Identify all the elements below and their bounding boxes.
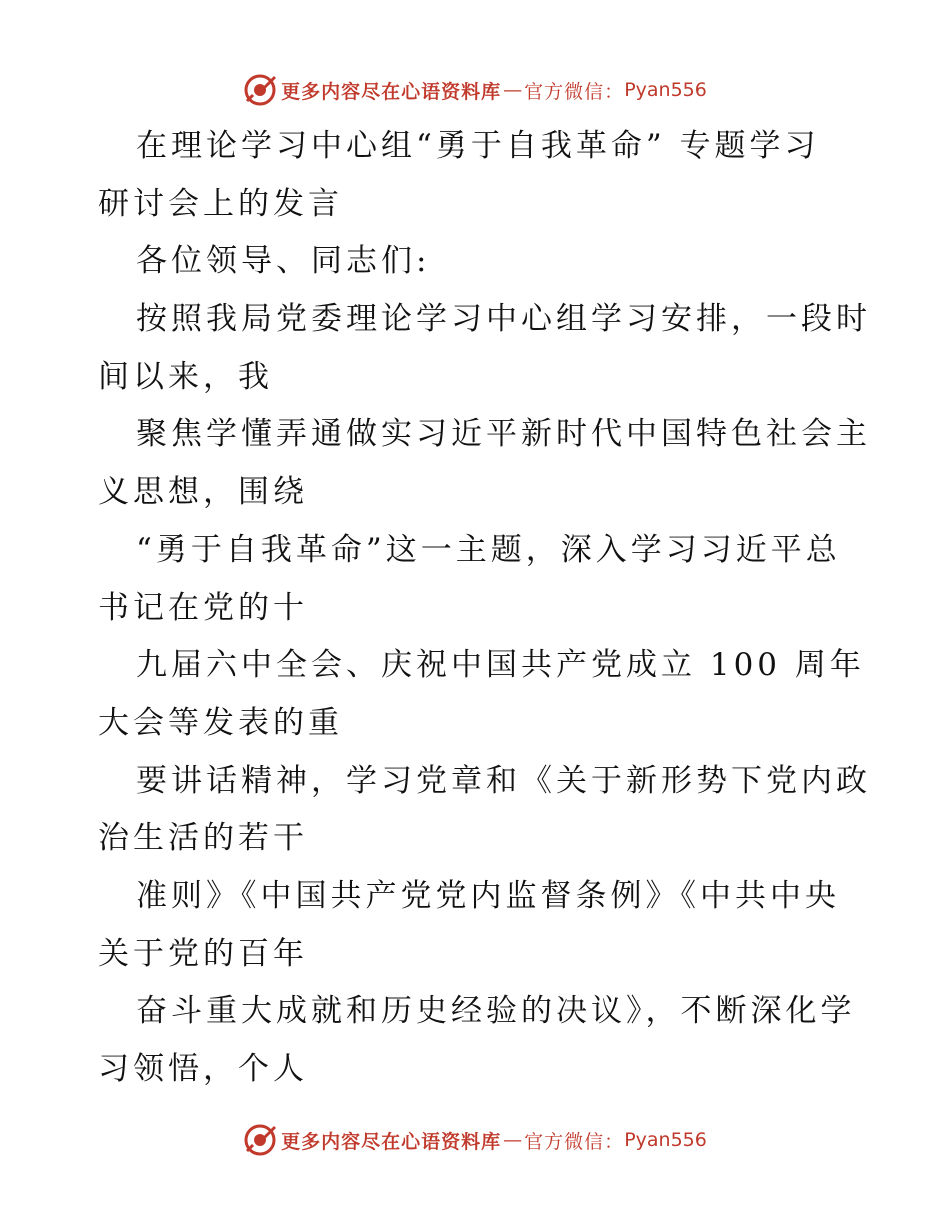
banner-contact-label: 官方微信： (524, 80, 625, 103)
banner-dash: — (503, 1129, 523, 1151)
header-banner (0, 70, 950, 110)
text-line: 要讲话精神，学习党章和《关于新形势下党内政 (136, 762, 871, 799)
text-line: 聚焦学懂弄通做实习近平新时代中国特色社会主 (136, 416, 871, 453)
speech-body (98, 118, 871, 1099)
text-line: 治生活的若干 (98, 820, 308, 857)
text-line: “勇于自我革命”这一主题，深入学习习近平总 (136, 531, 841, 568)
text-line: 各位领导、同志们: (136, 243, 431, 280)
footer-banner (0, 1120, 950, 1160)
banner-brand: 更多内容尽在心语资料库 (281, 80, 502, 103)
text-line: 大会等发表的重 (98, 704, 343, 741)
banner-contact-label: 官方微信： (524, 1130, 625, 1153)
banner-brand: 更多内容尽在心语资料库 (281, 1130, 502, 1153)
text-line: 按照我局党委理论学习中心组学习安排，一段时 (136, 301, 871, 338)
text-line: 准则》《中国共产党党内监督条例》《中共中央 (136, 877, 840, 914)
text-line: 关于党的百年 (98, 935, 308, 972)
text-line: 在理论学习中心组“勇于自我革命” 专题学习 (136, 128, 820, 164)
text-line: 书记在党的十 (98, 589, 308, 626)
text-line: 研讨会上的发言 (98, 185, 343, 222)
banner-wechat-id: Pyan556 (624, 79, 707, 101)
text-line: 奋斗重大成就和历史经验的决议》，不断深化学 (136, 993, 856, 1030)
text-line: 习领悟，个人 (98, 1051, 308, 1087)
text-line: 间以来，我 (98, 358, 273, 395)
text-line: 九届六中全会、庆祝中国共产党成立 100 周年 (136, 647, 865, 684)
pen-nib-logo-icon (243, 1123, 277, 1157)
text-line: 义思想，围绕 (98, 474, 308, 511)
banner-dash: — (503, 79, 523, 101)
pen-nib-logo-icon (243, 73, 277, 107)
banner-wechat-id: Pyan556 (624, 1129, 707, 1151)
